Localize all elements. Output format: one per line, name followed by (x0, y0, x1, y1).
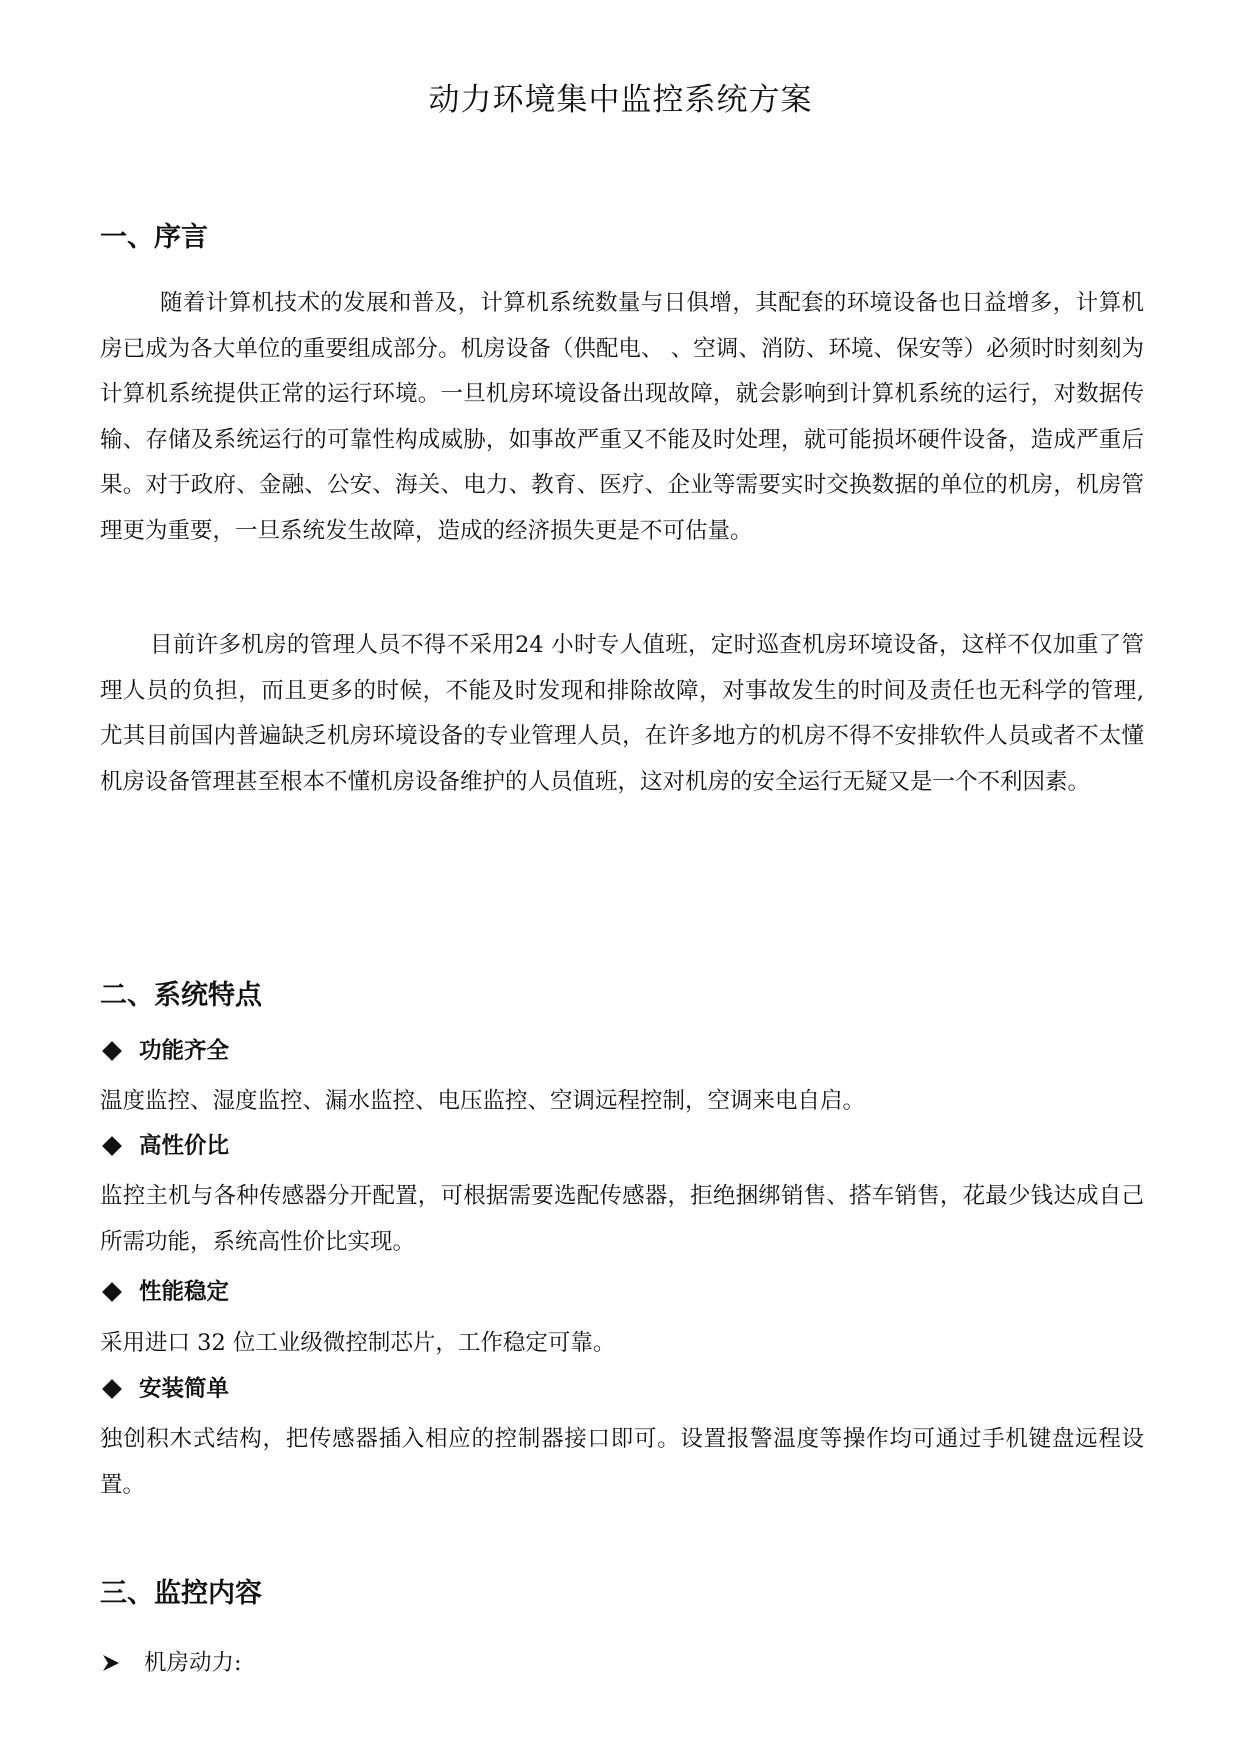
feature-title-text: 高性价比 (139, 1133, 230, 1159)
preface-paragraph-2: 目前许多机房的管理人员不得不采用24 小时专人值班，定时巡查机房环境设备，这样不仅加重了管理人员的负担，而且更多的时候，不能及时发现和排除故障，对事故发生的时间及责任也无科学的管理, 尤其目前国内普遍缺乏机房环境设备的专业管理人员，在许多地方的机房不得不安排软件人员或者不太懂机房设备管理甚至根本不懂机房设备维护的人员值班，这对机房的安全运行无疑又是一个不利因素。 (100, 632, 1144, 795)
feature-title-text: 性能稳定 (139, 1279, 230, 1305)
diamond-bullet-icon (102, 1282, 122, 1302)
feature-title-3 (100, 1276, 229, 1308)
section-heading-features: 二、系统特点 (100, 980, 262, 1011)
diamond-bullet-icon (102, 1379, 122, 1399)
document-title: 动力环境集中监控系统方案 (428, 82, 813, 118)
feature-title-4 (100, 1373, 229, 1405)
section-heading-preface: 一、序言 (100, 222, 208, 253)
arrowhead-bullet-icon (100, 1652, 122, 1674)
feature-desc-2: 监控主机与各种传感器分开配置，可根据需要选配传感器，拒绝捆绑销售、搭车销售，花最少钱达成自己所需功能，系统高性价比实现。 (100, 1183, 1144, 1255)
section-heading-monitoring: 三、监控内容 (100, 1578, 262, 1609)
monitoring-item-1 (100, 1647, 242, 1679)
feature-title-text: 功能齐全 (139, 1038, 230, 1064)
feature-title-text: 安装简单 (139, 1376, 230, 1402)
feature-desc-3: 采用进口 32 位工业级微控制芯片，工作稳定可靠。 (100, 1330, 616, 1356)
feature-title-1 (100, 1035, 229, 1067)
feature-desc-1: 温度监控、湿度监控、漏水监控、电压监控、空调远程控制，空调来电自启。 (100, 1088, 866, 1114)
feature-title-2 (100, 1130, 229, 1162)
monitoring-item-label: 机房动力: (144, 1650, 242, 1676)
feature-desc-4: 独创积木式结构，把传感器插入相应的控制器接口即可。设置报警温度等操作均可通过手机键盘远程设置。 (100, 1426, 1144, 1498)
diamond-bullet-icon (102, 1041, 122, 1061)
preface-paragraph-1: 随着计算机技术的发展和普及，计算机系统数量与日俱增，其配套的环境设备也日益增多，计算机房已成为各大单位的重要组成部分。机房设备（供配电、 、空调、消防、环境、保安等）必须时时刻刻为计算机系统提供正常的运行环境。一旦机房环境设备出现故障，就会影响到计算机系统的运行，对数据传输、存储及系统运行的可靠性构成威胁，如事故严重又不能及时处理，就可能损坏硬件设备，造成严重后果。对于政府、金融、公安、海关、电力、教育、医疗、企业等需要实时交换数据的单位的机房，机房管理更为重要，一旦系统发生故障，造成的经济损失更是不可估量。 (100, 290, 1144, 544)
diamond-bullet-icon (102, 1136, 122, 1156)
